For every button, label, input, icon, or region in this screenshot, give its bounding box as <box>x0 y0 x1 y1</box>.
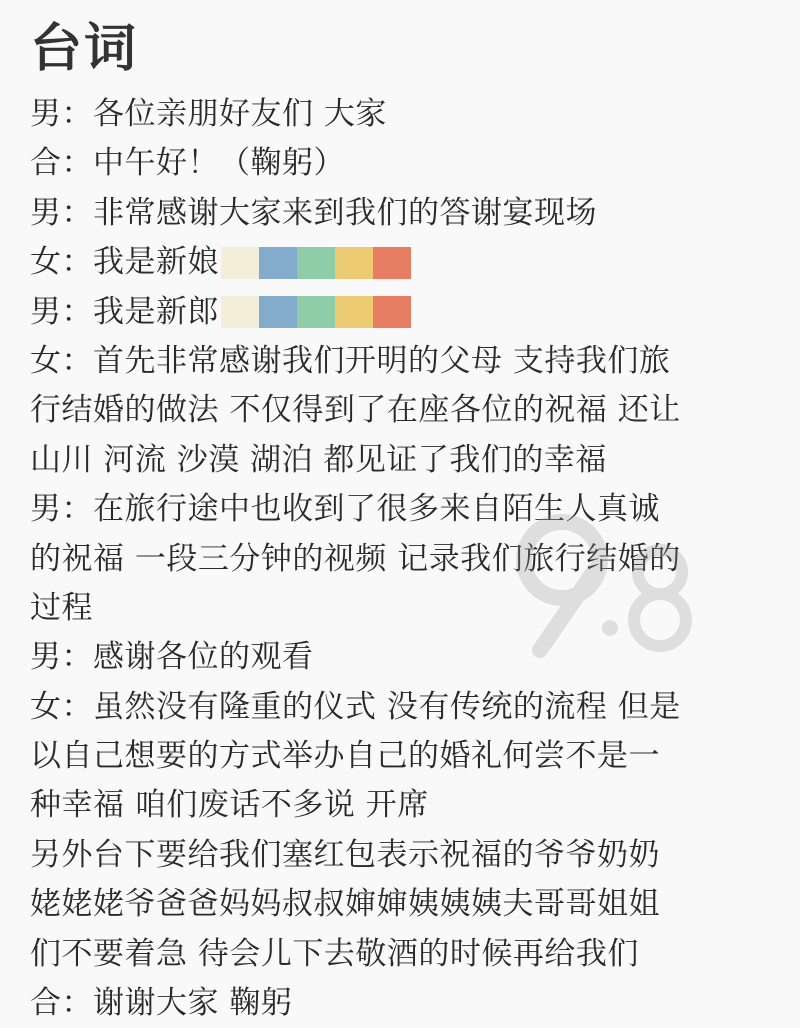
dialogue-line <box>30 683 790 732</box>
dialogue-line <box>30 535 790 584</box>
line-text: 种幸福 咱们废话不多说 开席 <box>30 787 429 824</box>
censor-block <box>335 247 373 279</box>
dialogue-line <box>30 732 790 781</box>
dialogue-lines <box>30 90 790 1028</box>
line-text: 女：首先非常感谢我们开明的父母 支持我们旅 <box>30 342 671 379</box>
dialogue-line <box>30 139 790 188</box>
line-text: 女：虽然没有隆重的仪式 没有传统的流程 但是 <box>30 688 681 725</box>
dialogue-line <box>30 90 790 139</box>
line-text: 山川 河流 沙漠 湖泊 都见证了我们的幸福 <box>30 441 607 478</box>
censor-block <box>297 247 335 279</box>
line-text: 女：我是新娘 <box>30 244 219 281</box>
line-text: 男：在旅行途中也收到了很多来自陌生人真诚 <box>30 491 660 528</box>
line-text: 的祝福 一段三分钟的视频 记录我们旅行结婚的 <box>30 540 681 577</box>
dialogue-line <box>30 979 790 1028</box>
dialogue-line <box>30 337 790 386</box>
censored-name-bride <box>221 245 411 277</box>
dialogue-line <box>30 436 790 485</box>
line-text: 另外台下要给我们塞红包表示祝福的爷爷奶奶 <box>30 836 660 873</box>
censor-block <box>335 296 373 328</box>
page-title: 台词 <box>30 19 139 79</box>
censored-name-groom <box>221 294 411 326</box>
censor-block <box>373 296 411 328</box>
censor-block <box>373 247 411 279</box>
dialogue-line <box>30 288 790 337</box>
line-text: 男：我是新郎 <box>30 293 219 330</box>
line-text: 行结婚的做法 不仅得到了在座各位的祝福 还让 <box>30 392 681 429</box>
dialogue-line <box>30 880 790 929</box>
dialogue-line <box>30 930 790 979</box>
dialogue-line <box>30 238 790 287</box>
script-document <box>30 14 790 1028</box>
line-text: 男：非常感谢大家来到我们的答谢宴现场 <box>30 194 597 231</box>
dialogue-line <box>30 189 790 238</box>
line-text: 合：中午好！（鞠躬） <box>30 145 345 182</box>
dialogue-line <box>30 831 790 880</box>
dialogue-line <box>30 386 790 435</box>
censor-block <box>221 247 259 279</box>
dialogue-line <box>30 584 790 633</box>
line-text: 们不要着急 待会儿下去敬酒的时候再给我们 <box>30 935 639 972</box>
dialogue-line <box>30 633 790 682</box>
line-text: 以自己想要的方式举办自己的婚礼何尝不是一 <box>30 738 660 775</box>
censor-block <box>259 247 297 279</box>
dialogue-line <box>30 485 790 534</box>
line-text: 男：各位亲朋好友们 大家 <box>30 96 387 132</box>
censor-block <box>221 296 259 328</box>
line-text: 姥姥姥爷爸爸妈妈叔叔婶婶姨姨姨夫哥哥姐姐 <box>30 886 660 923</box>
dialogue-line <box>30 781 790 830</box>
line-text: 合：谢谢大家 鞠躬 <box>30 985 293 1022</box>
line-text: 过程 <box>30 589 93 626</box>
censor-block <box>259 296 297 328</box>
line-text: 男：感谢各位的观看 <box>30 639 314 676</box>
censor-block <box>297 296 335 328</box>
